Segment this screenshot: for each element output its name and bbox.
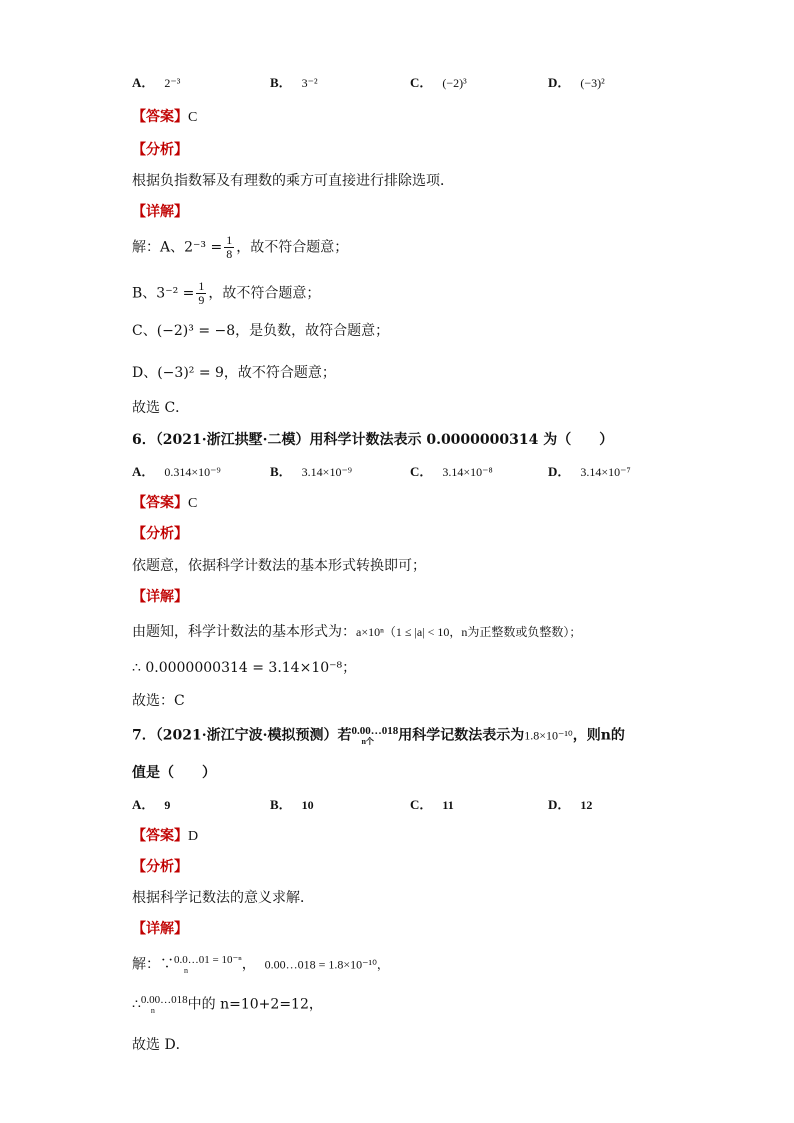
q6-analysis-text: 依题意，依据科学计数法的基本形式转换即可； — [132, 558, 426, 574]
q5-option-b-label: B． — [270, 75, 292, 90]
q5-detail-a-denominator: 8 — [226, 247, 233, 261]
q5-answer-value: C — [188, 110, 198, 125]
q7-therefore-stack-bottom: n — [150, 1006, 155, 1015]
q6-option-b-label: B． — [270, 464, 292, 479]
q5-option-b — [270, 74, 318, 93]
q5-detail-b-denominator: 9 — [198, 293, 205, 307]
q5-answer-line — [132, 108, 197, 127]
q5-detail-a-post: ，故不符合题意； — [236, 239, 349, 256]
q6-option-a — [132, 463, 221, 482]
q6-option-b-value: 3.14×10⁻⁹ — [301, 465, 352, 479]
q7-option-a — [132, 796, 170, 815]
q7-detail-line — [132, 954, 389, 975]
q6-analysis-tag: 【分析】 — [132, 526, 188, 542]
q5-option-d-value: (−3)² — [580, 76, 605, 90]
q7-detail-math2: 0.00…018 = 1.8×10⁻¹⁰， — [264, 957, 389, 972]
q6-detail-math: a×10ⁿ（1 ≤ |a| < 10，n为正整数或负整数）； — [356, 625, 582, 639]
q7-analysis-text: 根据科学记数法的意义求解． — [132, 890, 314, 906]
q7-question-mid: 用科学记数法表示为 — [398, 727, 525, 744]
q6-answer-value: C — [188, 496, 198, 511]
q7-detail-tag-line — [132, 920, 188, 938]
q7-question — [132, 725, 625, 746]
q6-option-d-value: 3.14×10⁻⁷ — [580, 465, 631, 479]
q6-analysis-tag-line — [132, 525, 188, 543]
q5-option-a-value: 2⁻³ — [164, 76, 181, 90]
q7-detail-mid: ， — [241, 956, 256, 973]
q5-detail-b-pre: B、3⁻² = — [132, 285, 195, 302]
q7-question-pre: 7．（2021·浙江宁波·模拟预测）若 — [132, 727, 352, 744]
q7-option-b-label: B． — [270, 797, 292, 812]
q6-answer-line — [132, 494, 197, 513]
q6-question: 6．（2021·浙江拱墅·二模）用科学计数法表示 0.0000000314 为（ ） — [132, 432, 614, 448]
q7-option-a-value: 9 — [164, 798, 171, 812]
q7-option-a-label: A． — [132, 797, 155, 812]
q5-detail-tag-line — [132, 203, 188, 221]
q5-conclusion: 故选 C． — [132, 400, 190, 416]
q5-detail-a-fraction — [224, 234, 234, 261]
q6-detail-line — [132, 623, 581, 641]
q7-detail-stack1 — [174, 954, 242, 975]
q6-option-b — [270, 463, 352, 482]
q5-option-c-value: (−2)³ — [442, 76, 467, 90]
q7-option-c — [410, 796, 454, 815]
q7-option-d-label: D． — [548, 797, 571, 812]
q7-analysis-tag: 【分析】 — [132, 859, 188, 875]
q5-answer-tag: 【答案】 — [132, 109, 188, 125]
q7-option-b-value: 10 — [301, 798, 314, 812]
q7-question-line2: 值是（ ） — [132, 765, 216, 781]
q5-detail-b-fraction — [196, 280, 206, 307]
q5-analysis-tag-line — [132, 141, 188, 159]
q7-therefore-stack-top: 0.00…018 — [140, 994, 188, 1006]
q7-question-stack-top: 0.00…018 — [351, 725, 399, 737]
q7-option-d-value: 12 — [580, 798, 593, 812]
q7-detail-stack1-bottom: n — [184, 966, 188, 975]
q5-option-d — [548, 74, 605, 93]
q7-therefore-stack — [141, 994, 188, 1015]
q5-detail-a-pre: 解：A、2⁻³ = — [132, 239, 223, 256]
q6-detail-tag: 【详解】 — [132, 589, 188, 605]
q7-analysis-tag-line — [132, 858, 188, 876]
q5-detail-line-a — [132, 234, 348, 261]
q7-option-c-label: C． — [410, 797, 433, 812]
q7-question-post: ，则n的 — [572, 727, 625, 744]
q7-therefore-post: 中的 n=10+2=12， — [187, 996, 323, 1013]
q6-conclusion: 故选：C — [132, 693, 185, 709]
q7-detail-tag: 【详解】 — [132, 921, 188, 937]
q5-option-c — [410, 74, 467, 93]
q5-analysis-tag: 【分析】 — [132, 142, 188, 158]
q6-detail-tag-line — [132, 588, 188, 606]
q5-detail-b-numerator: 1 — [198, 279, 205, 293]
q5-detail-line-d: D、(−3)² = 9，故不符合题意； — [132, 365, 336, 381]
q7-therefore-line — [132, 994, 323, 1015]
q6-detail-pre: 由题知，科学计数法的基本形式为： — [132, 624, 356, 640]
q7-therefore-pre: ∴ — [132, 996, 141, 1013]
q6-option-c — [410, 463, 493, 482]
q5-option-a-label: A． — [132, 75, 155, 90]
q6-therefore: ∴ 0.0000000314 = 3.14×10⁻⁸； — [132, 660, 357, 676]
q7-conclusion: 故选 D． — [132, 1037, 190, 1053]
q7-option-d — [548, 796, 592, 815]
q5-detail-a-numerator: 1 — [226, 233, 233, 247]
q5-analysis-text: 根据负指数幂及有理数的乘方可直接进行排除选项． — [132, 173, 454, 189]
q5-detail-b-post: ，故不符合题意； — [208, 285, 321, 302]
q5-option-d-label: D． — [548, 75, 571, 90]
q7-answer-tag: 【答案】 — [132, 828, 188, 844]
q6-option-d-label: D． — [548, 464, 571, 479]
q5-option-c-label: C． — [410, 75, 433, 90]
q7-detail-pre: 解：∵ — [132, 956, 174, 973]
q7-question-stack — [351, 725, 398, 746]
q5-detail-line-c: C、(−2)³ = −8，是负数，故符合题意； — [132, 323, 390, 339]
q5-option-b-value: 3⁻² — [301, 76, 318, 90]
q6-option-c-label: C． — [410, 464, 433, 479]
q5-option-a — [132, 74, 180, 93]
q7-answer-value: D — [188, 829, 199, 844]
q6-option-c-value: 3.14×10⁻⁸ — [442, 465, 493, 479]
q7-option-b — [270, 796, 314, 815]
q7-question-math: 1.8×10⁻¹⁰ — [524, 728, 573, 743]
q5-detail-line-b — [132, 280, 320, 307]
q7-question-stack-bottom: n个 — [361, 737, 374, 746]
q5-detail-tag: 【详解】 — [132, 204, 188, 220]
q6-option-d — [548, 463, 631, 482]
q7-option-c-value: 11 — [442, 798, 454, 812]
q7-detail-stack1-top: 0.0…01 = 10⁻ⁿ — [174, 954, 242, 966]
q6-answer-tag: 【答案】 — [132, 495, 188, 511]
q6-option-a-value: 0.314×10⁻⁹ — [164, 465, 221, 479]
q6-option-a-label: A． — [132, 464, 155, 479]
q7-answer-line — [132, 827, 198, 846]
